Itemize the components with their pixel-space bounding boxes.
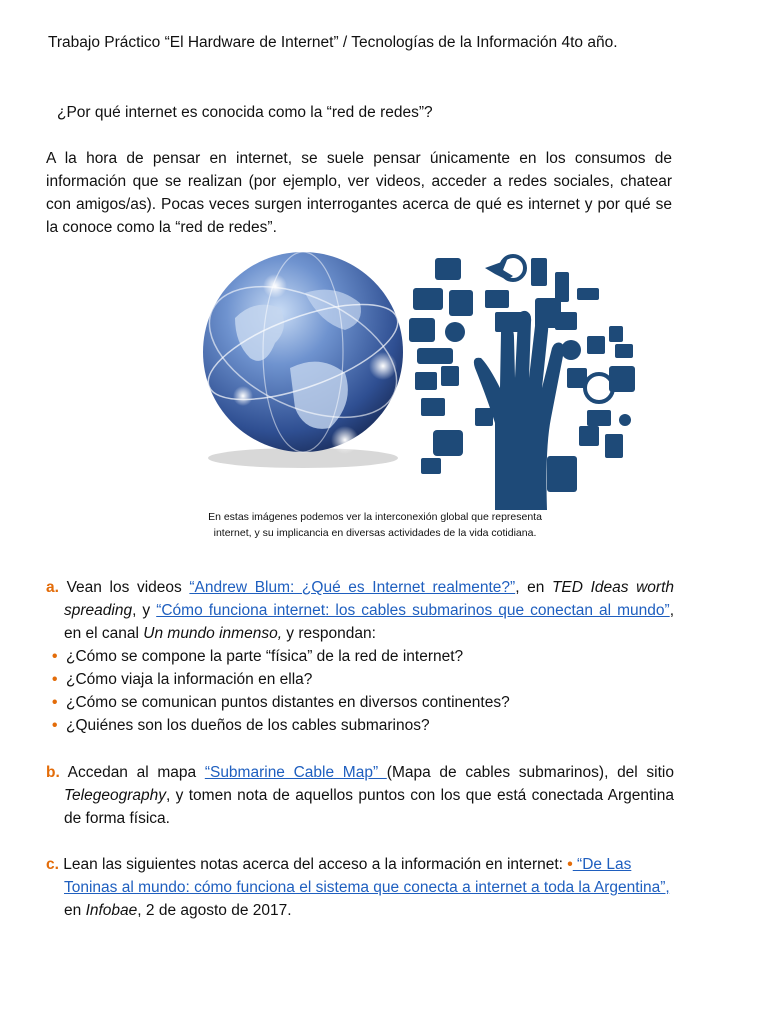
infobae-article-link[interactable]: “De Las Toninas al mundo: cómo funciona el sistema que conecta a internet a toda la Argentina”, — [64, 856, 670, 896]
item-c-text-1: Lean las siguientes notas acerca del acceso a la información en internet: — [58, 856, 568, 873]
item-a-text-2: , en — [515, 579, 552, 596]
item-b-text-1: Accedan al mapa — [67, 764, 205, 781]
item-a-text-4: , en el canal — [64, 602, 675, 642]
item-b-letter: b. — [46, 764, 60, 781]
question-item: • ¿Quiénes son los dueños de los cables submarinos? — [66, 714, 674, 737]
item-a — [46, 576, 674, 737]
document-header: Trabajo Práctico “El Hardware de Internet” / Tecnologías de la Información 4to año. — [48, 34, 618, 51]
item-a-text-5: y respondan: — [282, 625, 376, 642]
item-b-text-3: , y tomen nota de aquellos puntos con los que está conectada Argentina de forma física. — [64, 787, 674, 827]
figure-caption — [180, 509, 570, 541]
item-a-text-3: , y — [132, 602, 157, 619]
illustration-svg — [195, 248, 665, 510]
item-c-bullet: • — [567, 856, 573, 873]
item-a-italic-2: Un mundo inmenso, — [143, 625, 282, 642]
item-b-paragraph — [46, 761, 674, 830]
item-a-italic-1: TED Ideas worth spreading — [64, 579, 675, 619]
globe-icon — [195, 252, 417, 468]
item-c — [46, 853, 674, 922]
andrew-blum-video-link[interactable]: “Andrew Blum: ¿Qué es Internet realmente?” — [189, 579, 516, 596]
item-a-paragraph — [46, 576, 674, 645]
submarine-cable-map-link[interactable]: “Submarine Cable Map” — [204, 764, 387, 781]
item-a-questions — [46, 645, 674, 737]
question-item: • ¿Cómo viaja la información en ella? — [66, 668, 674, 691]
hand-devices-icon — [409, 256, 635, 510]
intro-paragraph: A la hora de pensar en internet, se suele pensar únicamente en los consumos de información que se realizan (por ejemplo, ver videos, acceder a redes sociales, chatear con amigos/as). Pocas veces surgen interrogantes acerca de qué es internet y por qué se la conoce como la “red de redes”. — [46, 150, 672, 236]
item-c-text-3: , 2 de agosto de 2017. — [137, 902, 292, 919]
section-question: ¿Por qué internet es conocida como la “red de redes”? — [57, 104, 433, 121]
illustration — [195, 248, 665, 510]
item-b-italic-1: Telegeography — [64, 787, 166, 804]
caption-line-1: En estas imágenes podemos ver la interconexión global que representa — [208, 511, 542, 523]
caption-line-2: internet, y su implicancia en diversas actividades de la vida cotidiana. — [213, 527, 537, 539]
item-b-text-2: (Mapa de cables submarinos), del sitio — [386, 764, 674, 781]
item-b — [46, 761, 674, 830]
item-c-text-2: en — [64, 902, 86, 919]
item-c-paragraph — [46, 853, 674, 922]
cables-submarinos-video-link[interactable]: “Cómo funciona internet: los cables submarinos que conectan al mundo” — [156, 602, 670, 619]
item-c-italic-1: Infobae — [85, 902, 138, 919]
question-item: • ¿Cómo se compone la parte “física” de la red de internet? — [66, 645, 674, 668]
item-a-letter: a. — [46, 579, 59, 596]
item-c-letter: c. — [46, 856, 59, 873]
item-a-text-1: Vean los videos — [66, 579, 190, 596]
question-item: • ¿Cómo se comunican puntos distantes en diversos continentes? — [66, 691, 674, 714]
